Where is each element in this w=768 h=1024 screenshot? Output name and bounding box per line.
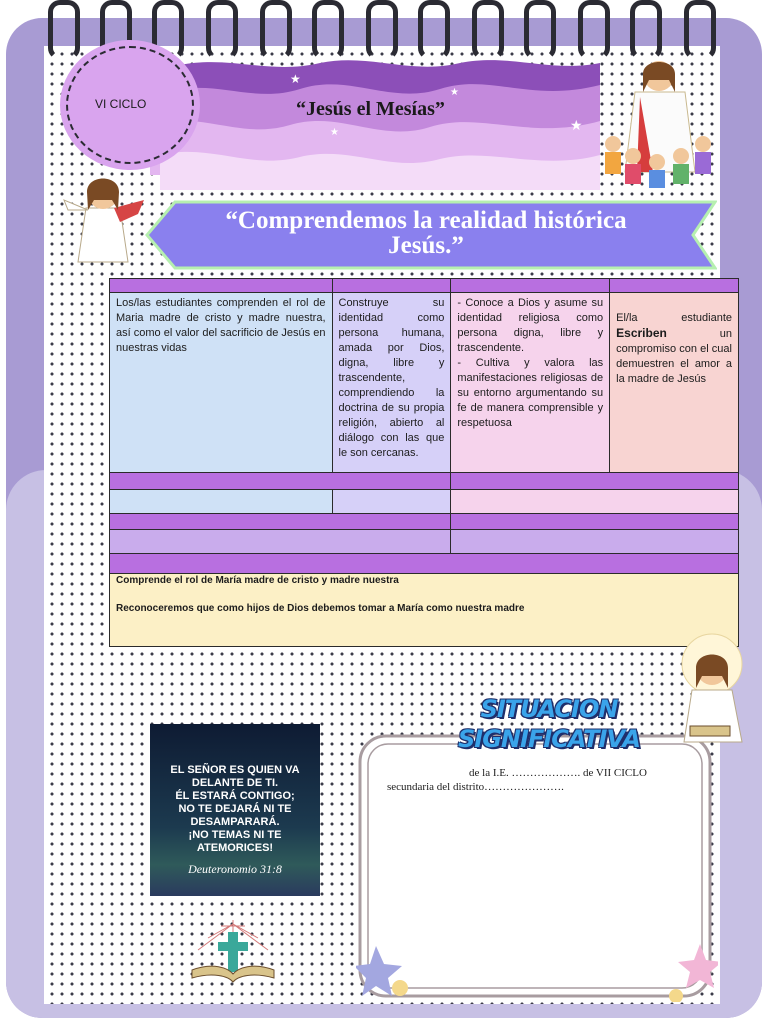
capacities-text: - Conoce a Dios y asume su identidad religiosa como persona digna, libre y trascendente. - Cultiva y valora las manifestaciones religiosas de su entorno argumentando su fe de manera comprensible y respetuosa: [457, 297, 604, 429]
purpose-text: Los/las estudiantes comprenden el rol de Maria madre de cristo y madre nuestra, así como el valor del sacrificio de Jesús en nuestras vidas: [116, 297, 326, 354]
verse-line: ÉL ESTARÁ CONTIGO;: [175, 790, 295, 802]
verse-line: NO TE DEJARÁ NI TE: [178, 803, 292, 815]
svg-text:★: ★: [330, 127, 339, 138]
waving-jesus-illustration: [58, 170, 150, 270]
table-cell: [332, 490, 451, 514]
table-cell: [451, 473, 739, 490]
verse-reference: Deuteronomio 31:8: [188, 862, 282, 876]
verse-lines: [150, 724, 320, 876]
ring: [312, 0, 344, 60]
competency-text: Construye su identidad como persona humana, amada por Dios, digna, libre y trascendente, comprendiendo la doctrina de su propia religión, abierto al diálogo con las que le son cercanas.: [338, 297, 445, 459]
notes-cell: [110, 574, 739, 647]
table-cell: [110, 514, 451, 530]
table-cell: [110, 490, 333, 514]
notes-row: [110, 574, 739, 647]
lesson-title: “Comprendemos la realidad histórica Jesús.”: [225, 207, 627, 259]
note-1: Comprende el rol de María madre de cristo y madre nuestra: [116, 575, 399, 586]
ring: [630, 0, 662, 60]
table-cell: [110, 530, 451, 554]
table-row: [110, 473, 739, 490]
table-cell: [110, 473, 451, 490]
ring: [524, 0, 556, 60]
evidence-suffix: un compromiso con el cual demuestren el amor a la madre de Jesús: [616, 328, 732, 385]
verse-line: EL SEÑOR ES QUIEN VA: [170, 764, 300, 776]
ring: [48, 0, 80, 60]
evidence-prefix: El/la estudiante: [616, 312, 732, 324]
ring: [206, 0, 238, 60]
situation-title-line: SIGNIFICATIVA: [458, 725, 640, 753]
table-cell: [451, 279, 610, 293]
table-cell: [110, 279, 333, 293]
table-cell: [451, 530, 739, 554]
ring: [578, 0, 610, 60]
svg-text:★: ★: [570, 117, 583, 133]
ring: [366, 0, 398, 60]
note-2: Reconoceremos que como hijos de Dios debemos tomar a María como nuestra madre: [116, 603, 525, 614]
ring: [260, 0, 292, 60]
verse-line: ATEMORICES!: [196, 842, 274, 854]
table-cell: [451, 514, 739, 530]
evidence-cell: [610, 293, 739, 473]
ring: [684, 0, 716, 60]
jesus-with-children-illustration: [595, 52, 720, 192]
reading-jesus-illustration: [672, 630, 750, 750]
cross-bible-icon: [188, 918, 278, 988]
table-cell: [110, 554, 739, 574]
table-row: [110, 490, 739, 514]
table-row: [110, 530, 739, 554]
evidence-verb: Escriben: [616, 326, 667, 340]
table-row: [110, 514, 739, 530]
bible-verse-card: [150, 724, 320, 896]
verse-line: DESAMPARARÁ.: [190, 816, 280, 828]
ring: [472, 0, 504, 60]
planning-table: [109, 278, 739, 647]
ring: [418, 0, 450, 60]
unit-title: “Jesús el Mesías”: [296, 98, 445, 120]
verse-line: ¡NO TEMAS NI TE: [188, 829, 282, 841]
capacities-cell: [451, 293, 610, 473]
evidence-text: [616, 293, 732, 387]
table-row: [110, 293, 739, 473]
situation-title: [444, 694, 654, 754]
table-row: [110, 554, 739, 574]
cycle-label: VI CICLO: [95, 97, 147, 111]
purpose-cell: [110, 293, 333, 473]
table-cell: [332, 279, 451, 293]
verse-line: DELANTE DE TI.: [191, 777, 279, 789]
table-header-row: [110, 279, 739, 293]
situation-line-2: secundaria del distrito………………….: [387, 781, 564, 793]
svg-text:★: ★: [450, 87, 459, 98]
table-cell: [610, 279, 739, 293]
competency-cell: [332, 293, 451, 473]
situation-title-line: SITUACION: [480, 695, 618, 723]
svg-text:★: ★: [290, 72, 301, 86]
situation-line-1: de la I.E. ………………. de VII CICLO: [469, 767, 647, 779]
table-cell: [451, 490, 739, 514]
